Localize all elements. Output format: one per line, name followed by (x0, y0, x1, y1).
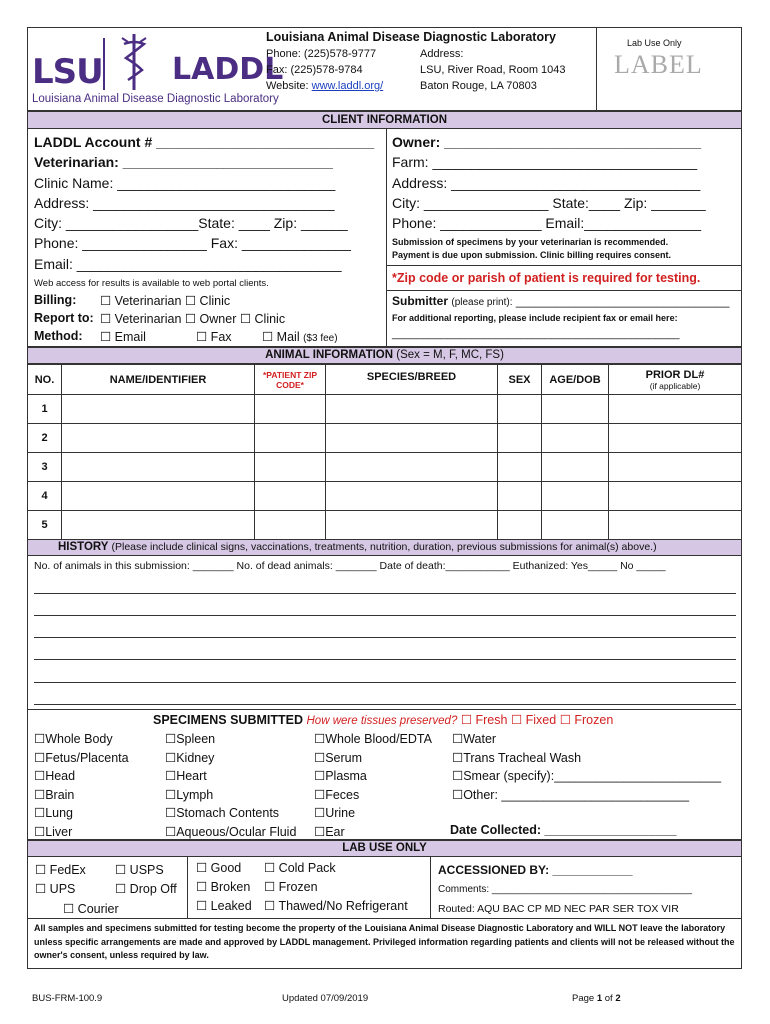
owner-city-field[interactable]: City: ________________ State:____ Zip: _______ (392, 195, 706, 211)
client-right-divider (386, 265, 742, 266)
label-placeholder: LABEL (614, 50, 703, 79)
preserved-question: How were tissues preserved? (306, 715, 458, 727)
billing-options[interactable]: ☐ Veterinarian ☐ Clinic (100, 294, 231, 308)
report-label: Report to: (34, 311, 94, 325)
animal-info-title: ANIMAL INFORMATION (265, 349, 394, 361)
col-name: NAME/IDENTIFIER (62, 365, 255, 395)
thawed-checkbox[interactable]: ☐ Thawed/No Refrigerant (264, 899, 408, 913)
specimen-checkbox[interactable]: ☐Fetus/Placenta (34, 750, 129, 765)
lab-use-bar: LAB USE ONLY (27, 840, 742, 857)
submission-note-1: Submission of specimens by your veterinarian is recommended. (392, 237, 669, 247)
billing-label: Billing: (34, 293, 77, 307)
report-options[interactable]: ☐ Veterinarian ☐ Owner ☐ Clinic (100, 312, 286, 326)
page-of: of (602, 993, 616, 1004)
submitter-label: Submitter (392, 294, 449, 308)
client-info-bar: CLIENT INFORMATION (27, 111, 742, 129)
submitter-field[interactable] (392, 294, 729, 308)
leaked-checkbox[interactable]: ☐ Leaked (196, 899, 252, 913)
frozen-checkbox[interactable]: ☐ Frozen (264, 880, 318, 894)
cold-pack-checkbox[interactable]: ☐ Cold Pack (264, 861, 336, 875)
client-right-divider-2 (386, 290, 742, 291)
page-number: 1 (596, 993, 603, 1004)
specimen-checkbox[interactable]: ☐Stomach Contents (165, 806, 280, 820)
clinic-email-field[interactable]: Email: __________________________________ (34, 256, 342, 272)
specimen-col-2 (165, 730, 296, 841)
col-age: AGE/DOB (542, 365, 609, 395)
additional-reporting-note: For additional reporting, please include recipient fax or email here: (392, 313, 678, 323)
method-email-checkbox[interactable]: ☐ Email (100, 330, 146, 344)
specimen-checkbox[interactable]: ☐Liver (34, 824, 73, 839)
form-id: BUS-FRM-100.9 (32, 993, 103, 1004)
specimen-checkbox[interactable]: ☐Ear (314, 824, 345, 839)
table-row[interactable] (28, 395, 742, 424)
specimen-checkbox[interactable]: ☐Whole Blood/EDTA (314, 732, 432, 746)
address-label: Address: (420, 48, 464, 60)
row-number: 1 (28, 395, 62, 424)
history-subtitle: (Please include clinical signs, vaccinations, treatments, nutrition, duration, previous submissions for animal(s) above.) (111, 541, 657, 553)
mail-fee: ($3 fee) (303, 333, 338, 344)
courier-checkbox[interactable]: ☐ Courier (63, 902, 119, 916)
animal-table (27, 364, 742, 540)
submitter-hint: (please print): (451, 297, 513, 308)
fresh-checkbox[interactable]: ☐ Fresh (460, 713, 508, 727)
specimen-checkbox[interactable]: ☐Plasma (314, 769, 367, 783)
specimen-checkbox[interactable]: ☐Feces (314, 787, 360, 802)
specimen-checkbox[interactable]: ☐Lymph (165, 787, 214, 802)
veterinarian-field[interactable]: Veterinarian: ___________________________ (34, 154, 333, 170)
laddl-logo: LADDL (172, 52, 284, 87)
specimen-col-4 (452, 730, 721, 804)
specimen-checkbox[interactable]: ☐Water (452, 732, 497, 746)
lab-use-divider-1 (187, 857, 188, 919)
comments-field[interactable]: Comments: ____________________________________ (438, 884, 693, 895)
specimen-checkbox[interactable]: ☐Spleen (165, 732, 216, 746)
row-number: 2 (28, 424, 62, 453)
specimen-checkbox[interactable]: ☐Smear (specify):________________________ (452, 769, 722, 783)
specimen-checkbox[interactable]: ☐Other: ___________________________ (452, 787, 690, 802)
accessioned-field[interactable]: ACCESSIONED BY: ____________ (438, 863, 633, 877)
lab-phone: Phone: (225)578-9777 (266, 48, 377, 60)
specimen-checkbox[interactable]: ☐Lung (34, 806, 74, 820)
lab-fax: Fax: (225)578-9784 (266, 64, 363, 76)
method-fax-checkbox[interactable]: ☐ Fax (196, 330, 232, 344)
row-number: 3 (28, 453, 62, 482)
animal-info-sub: (Sex = M, F, MC, FS) (396, 349, 504, 361)
logo-subtitle: Louisiana Animal Disease Diagnostic Laboratory (32, 93, 279, 105)
method-mail-checkbox[interactable] (262, 329, 338, 344)
col-prior (609, 365, 742, 395)
specimen-checkbox[interactable]: ☐Whole Body (34, 732, 113, 746)
ups-checkbox[interactable]: ☐ UPS (35, 882, 76, 896)
history-box (27, 556, 742, 710)
lab-use-only-label: Lab Use Only (627, 38, 682, 48)
farm-field[interactable]: Farm: __________________________________ (392, 154, 698, 170)
specimen-checkbox[interactable]: ☐Brain (34, 787, 75, 802)
fixed-checkbox[interactable]: ☐ Fixed (510, 713, 557, 727)
method-label: Method: (34, 329, 83, 343)
history-bar (27, 539, 742, 556)
lab-title: Louisiana Animal Disease Diagnostic Laboratory (266, 30, 556, 44)
date-collected-field[interactable]: Date Collected: ___________________ (450, 823, 677, 837)
clinic-city-field[interactable]: City: _________________State: ____ Zip: ______ (34, 215, 348, 231)
lab-website (266, 80, 383, 92)
specimen-col-3 (314, 730, 432, 841)
specimens-header (153, 712, 613, 727)
frozen-checkbox[interactable]: ☐ Frozen (559, 713, 614, 727)
clinic-phone-fax-field[interactable]: Phone: ________________ Fax: ______________ (34, 235, 351, 251)
website-link[interactable]: www.laddl.org/ (311, 80, 384, 92)
history-line[interactable] (34, 682, 736, 683)
address-line-1: LSU, River Road, Room 1043 (420, 64, 566, 76)
table-row[interactable] (28, 482, 742, 511)
specimen-checkbox[interactable]: ☐Urine (314, 806, 356, 820)
client-divider (386, 129, 387, 347)
submitter-line: ________________________________ (515, 294, 730, 308)
history-line[interactable] (34, 593, 736, 594)
history-line[interactable] (34, 659, 736, 660)
submission-note-2: Payment is due upon submission. Clinic billing requires consent. (392, 250, 672, 260)
specimen-checkbox[interactable]: ☐Head (34, 769, 76, 783)
zip-required-note: *Zip code or parish of patient is required for testing. (392, 271, 701, 285)
specimen-checkbox[interactable]: ☐Heart (165, 769, 207, 783)
page-total: 2 (615, 993, 621, 1004)
owner-phone-email-field[interactable]: Phone: _____________ Email:_______________ (392, 215, 702, 231)
website-label: Website: (266, 80, 312, 92)
col-no: NO. (28, 365, 62, 395)
specimen-col-1 (34, 730, 129, 841)
web-access-note: Web access for results is available to web portal clients. (34, 278, 269, 289)
history-line[interactable] (34, 704, 736, 705)
page-indicator (572, 993, 621, 1004)
row-number: 4 (28, 482, 62, 511)
account-field[interactable]: LADDL Account # ____________________________ (34, 134, 375, 150)
prior-dl-sub: (if applicable) (649, 380, 701, 391)
history-counts[interactable]: No. of animals in this submission: _______ No. of dead animals: _______ Date of death:___________ Euthanized: Yes_____ No _____ (34, 560, 666, 572)
clinic-address-field[interactable]: Address: _______________________________ (34, 195, 335, 211)
col-species: SPECIES/BREED (326, 365, 498, 395)
caduceus-icon (114, 32, 154, 92)
clinic-name-field[interactable]: Clinic Name: ____________________________ (34, 175, 336, 191)
animal-info-bar (27, 347, 742, 364)
row-number: 5 (28, 511, 62, 540)
specimens-title: SPECIMENS SUBMITTED (153, 713, 304, 727)
history-line[interactable] (34, 615, 736, 616)
animal-table-header (28, 365, 742, 395)
logo-divider (103, 38, 105, 90)
table-row[interactable] (28, 511, 742, 540)
owner-address-field[interactable]: Address: ________________________________ (392, 175, 701, 191)
specimen-checkbox[interactable]: ☐Serum (314, 750, 363, 765)
col-zip: *PATIENT ZIP CODE* (255, 365, 326, 395)
broken-checkbox[interactable]: ☐ Broken (196, 880, 251, 894)
drop-off-checkbox[interactable]: ☐ Drop Off (115, 882, 177, 896)
disclaimer: All samples and specimens submitted for testing become the property of the Louisiana Animal Disease Diagnostic Laboratory and WILL NOT leave the laboratory unless specific arrangements are made and approved by LADDL management. Privileged information regarding patients and clients will not be released without the owner's consent, unless required by law. (27, 919, 742, 969)
additional-reporting-line[interactable]: _______________________________________________ (392, 328, 680, 340)
lsu-logo: LSU (32, 52, 103, 92)
prior-dl-label: PRIOR DL# (645, 368, 705, 381)
specimen-checkbox[interactable]: ☐Kidney (165, 750, 215, 765)
col-sex: SEX (498, 365, 542, 395)
history-line[interactable] (34, 637, 736, 638)
routed-line: Routed: AQU BAC CP MD NEC PAR SER TOX VIR (438, 903, 679, 915)
table-row[interactable] (28, 424, 742, 453)
specimen-checkbox[interactable]: ☐Aqueous/Ocular Fluid (165, 824, 297, 839)
page-prefix: Page (572, 993, 597, 1004)
good-checkbox[interactable]: ☐ Good (196, 861, 242, 875)
specimen-checkbox[interactable]: ☐Trans Tracheal Wash (452, 750, 582, 765)
lab-use-divider-2 (430, 857, 431, 919)
mail-label: ☐ Mail (262, 330, 300, 344)
address-line-2: Baton Rouge, LA 70803 (420, 80, 537, 92)
table-row[interactable] (28, 453, 742, 482)
updated-date: Updated 07/09/2019 (282, 993, 369, 1004)
owner-field[interactable]: Owner: _________________________________ (392, 134, 702, 150)
usps-checkbox[interactable]: ☐ USPS (115, 863, 164, 877)
fedex-checkbox[interactable]: ☐ FedEx (35, 863, 86, 877)
history-title: HISTORY (58, 541, 109, 553)
